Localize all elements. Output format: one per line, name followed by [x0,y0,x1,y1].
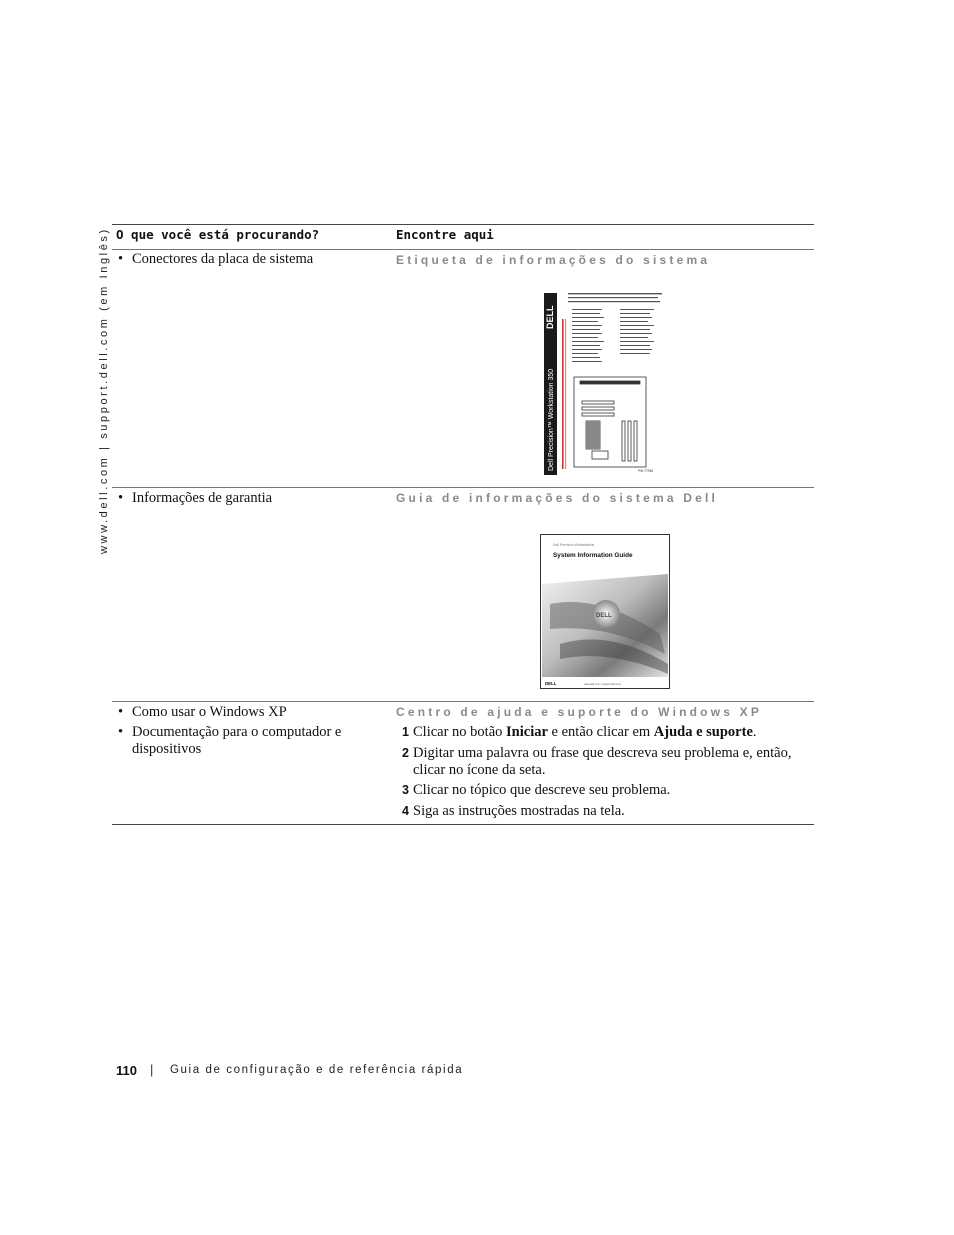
step-1: 1 Clicar no botão Iniciar e então clicar em Ajuda e suporte. [402,724,757,740]
header-right: Encontre aqui [396,227,494,242]
cover-brand: DELL [545,681,557,686]
label-product: Dell Precision™ Workstation 350 [548,368,555,471]
footer-title: Guia de configuração e de referência rápida [170,1064,464,1076]
footer-separator: | [150,1062,154,1077]
cover-orb-brand: DELL [596,613,612,619]
system-label-image [542,289,666,478]
list-item: • Documentação para o computador e dispositivos [118,724,358,758]
list-item: • Conectores da placa de sistema [118,251,358,268]
step-4: 4 Siga as instruções mostradas na tela. [402,803,625,819]
label-part-number: P/N 7T962 [638,469,654,473]
side-url-text: www.dell.com | support.dell.com (em Inglês) [98,227,110,554]
label-brand: DELL [545,305,555,329]
step-2: 2 Digitar uma palavra ou frase que descreva seu problema e, então, clicar no ícone da seta. [402,745,792,778]
section-title: Centro de ajuda e suporte do Windows XP [396,705,763,719]
table-top-rule [112,224,814,225]
row-rule [112,701,814,702]
row-rule [112,487,814,488]
list-item: • Informações de garantia [118,490,358,507]
header-rule [112,249,814,250]
step-3: 3 Clicar no tópico que descreve seu problema. [402,782,671,798]
page-number: 110 [116,1063,137,1078]
section-title: Etiqueta de informações do sistema [396,253,711,267]
cover-footer: www.dell.com | support.dell.com [584,683,621,686]
header-left: O que você está procurando? [116,227,320,242]
side-url [84,224,110,554]
cover-title: System Information Guide [553,552,633,559]
system-information-guide-cover [540,534,670,689]
section-title: Guia de informações do sistema Dell [396,491,719,505]
list-item: • Como usar o Windows XP [118,704,358,721]
cover-subtitle: Dell Precision Workstations [553,543,595,547]
table-bottom-rule [112,824,814,825]
